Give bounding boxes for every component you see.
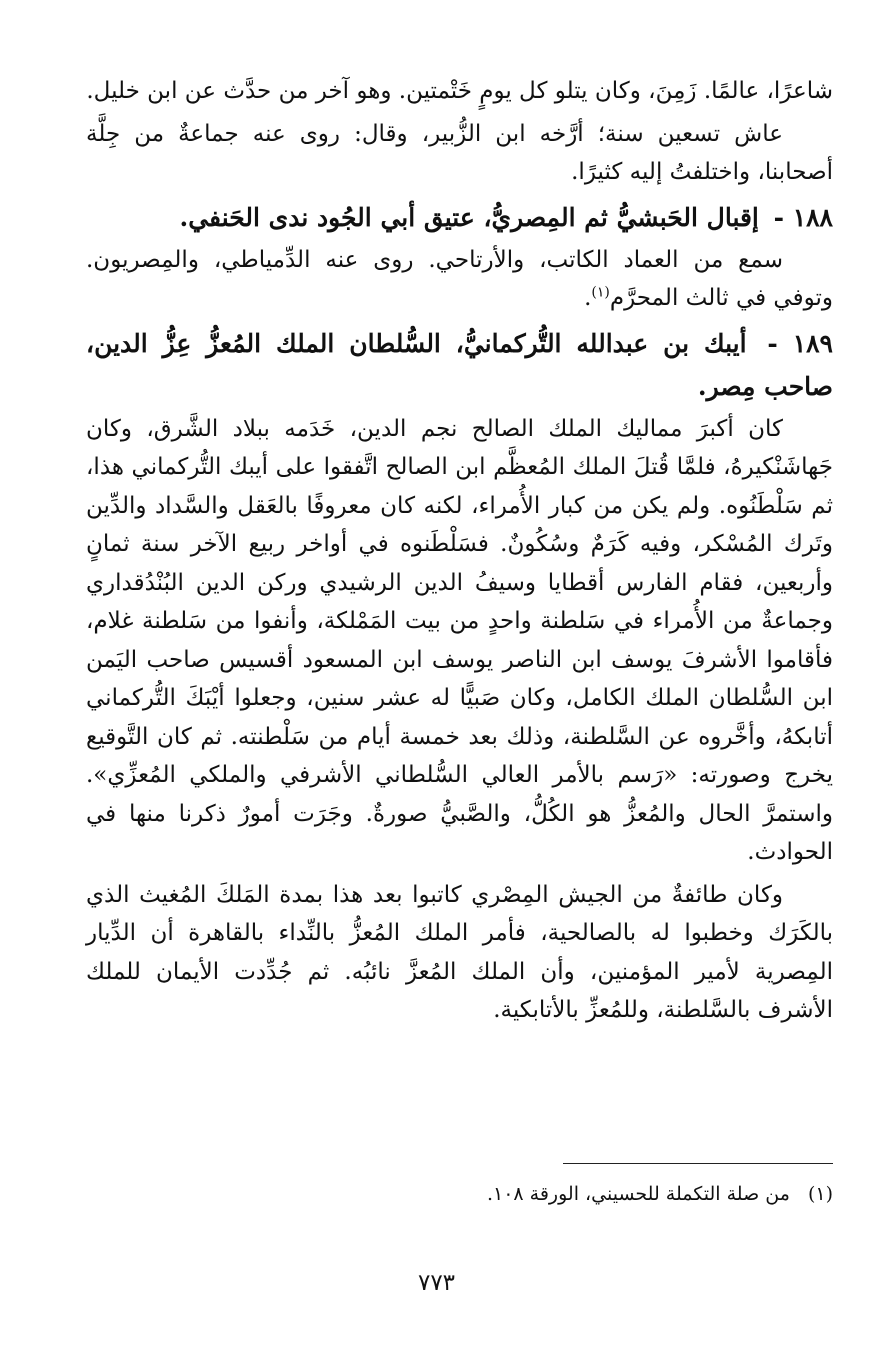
footnote-divider: [563, 1163, 833, 1164]
paragraph-continuation: شاعرًا، عالمًا. زَمِنَ، وكان يتلو كل يومٍ خَتْمتين. وهو آخر من حدَّث عن ابن خليل.: [86, 78, 833, 104]
entry-188-title: إقبال الحَبشيُّ ثم المِصريُّ، عتيق أبي الجُود ندى الحَنفي.: [179, 202, 759, 232]
entry-189-paragraph-1: كان أكبرَ مماليك الملك الصالح نجم الدين، خَدَمه ببلاد الشَّرق، وكان جَهاشَنْكيرهُ، فلمَّا قُتلَ الملك المُعظَّم ابن الصالح اتَّفقوا على أيبك التُّركماني هذا، ثم سَلْطَنُوه. ولم يكن من كبار الأُمراء، لكنه كان معروفًا بالعَقل والسَّداد والدِّين وتَرك المُسْكر، وفيه كَرَمٌ وسُكُونٌ. فسَلْطَنوه في أواخر ربيع الآخر سنة ثمانٍ وأربعين، فقام الفارس أقطايا وسيفُ الدين الرشيدي وركن الدين البُنْدُقداري وجماعةٌ من الأُمراء في سَلطنة واحدٍ من بيت المَمْلكة، وأنفوا من سَلطنة غلام، فأقاموا الأشرفَ يوسف ابن الناصر يوسف ابن المسعود أقسيس صاحب اليَمن ابن السُّلطان الملك الكامل، وكان صَبيًّا له عشر سنين، وجعلوا أيْبَكَ التُّركماني أتابكهُ، وأخَّروه عن السَّلطنة، وذلك بعد خمسة أيام من سَلْطنته. ثم كان التَّوقيع يخرج وصورته: «رَسم بالأمر العالي السُّلطاني الأشرفي والملكي المُعزِّي». واستمرَّ الحال والمُعزُّ هو الكُلُّ، والصَّبيُّ صورةٌ. وجَرَت أمورٌ ذكرنا منها في الحوادث.: [86, 415, 833, 865]
page-number: ٧٧٣: [417, 1270, 456, 1296]
entry-188-text: سمع من العماد الكاتب، والأرتاحي. روى عنه الدِّمياطي، والمِصريون. وتوفي في ثالث المحرَّم: [86, 246, 833, 311]
page-body: [86, 72, 833, 1034]
paragraph-ibn-zubayr: عاش تسعين سنة؛ أرَّخه ابن الزُّبير، وقال: روى عنه جماعةٌ من جِلَّة أصحابنا، واختلفتُ إليه كثيرًا.: [86, 120, 833, 185]
entry-189-heading: [86, 322, 833, 408]
footnote-number: (١): [807, 1183, 833, 1205]
entry-189-number: ١٨٩ -: [767, 328, 833, 358]
entry-188-body: [86, 241, 833, 318]
entry-188-number: ١٨٨ -: [773, 202, 833, 232]
footnote-reference: (١): [591, 284, 610, 301]
footnote-text: من صلة التكملة للحسيني، الورقة ١٠٨.: [486, 1183, 790, 1205]
entry-189-title: أيبك بن عبدالله التُّركمانيُّ، السُّلطان الملك المُعزُّ عِزُّ الدين، صاحب مِصر.: [86, 328, 833, 401]
entry-188-end: .: [584, 285, 592, 311]
footnote: [86, 1180, 833, 1208]
entry-188-heading: [86, 196, 833, 239]
entry-189-paragraph-2: وكان طائفةٌ من الجيش المِصْري كاتبوا بعد هذا بمدة المَلكَ المُغيث الذي بالكَرَك وخطبوا له بالصالحية، فأمر الملك المُعزُّ بالنِّداء بالقاهرة أن الدِّيار المِصرية لأمير المؤمنين، وأن الملك المُعزَّ نائبُه. ثم جُدِّدت الأيمان للملك الأشرف بالسَّلطنة، وللمُعزِّ بالأتابكية.: [86, 881, 833, 1023]
